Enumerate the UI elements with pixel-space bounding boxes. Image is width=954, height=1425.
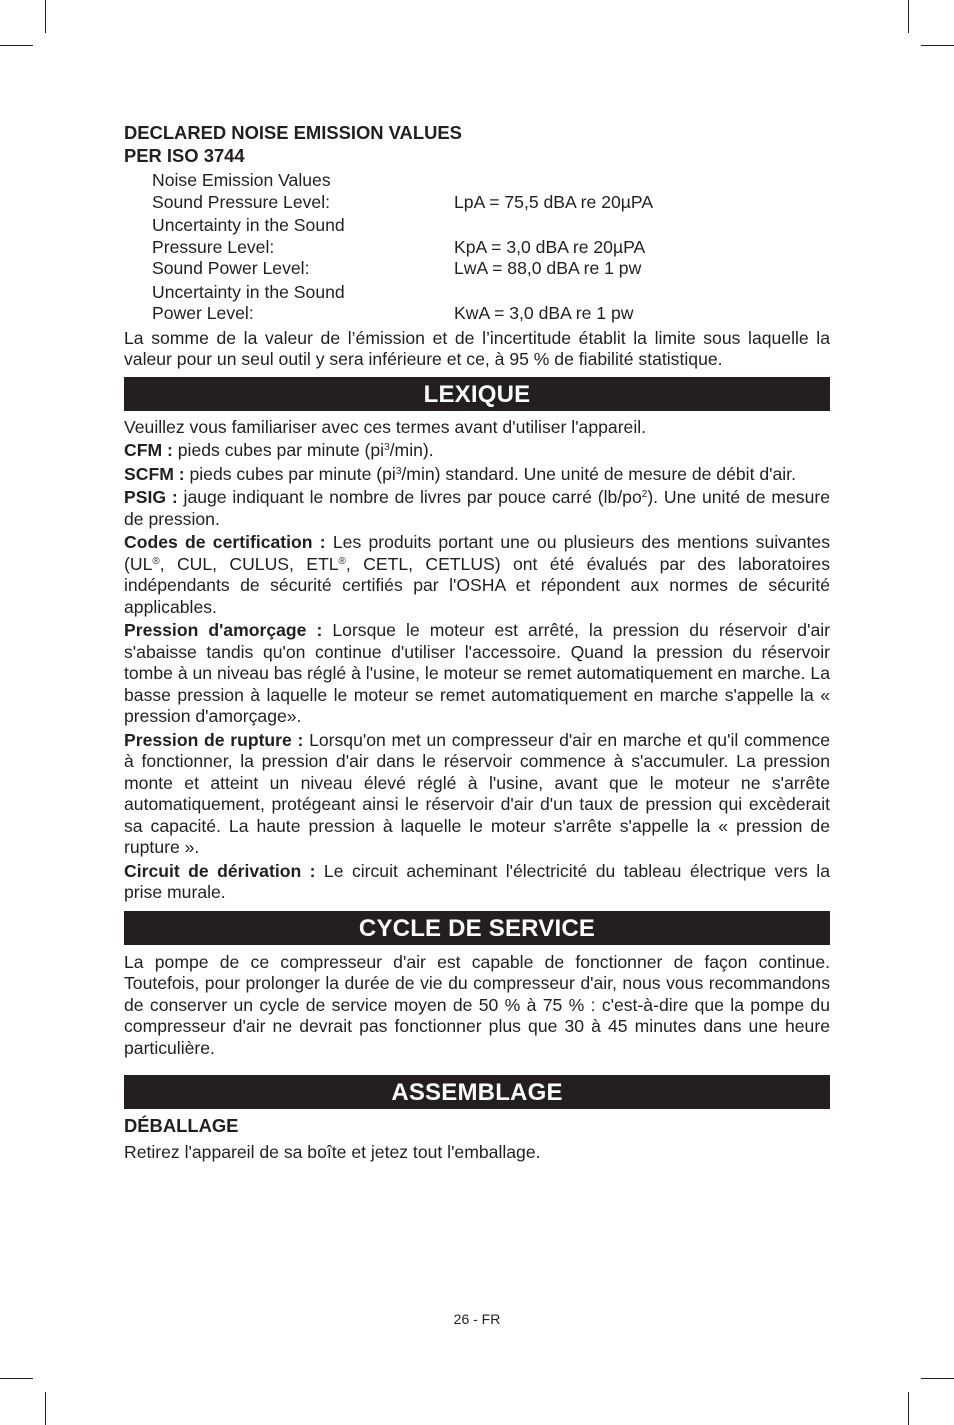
cycle-text: La pompe de ce compresseur d'air est capable de fonctionner de façon continue. Toutefois, pour prolonger la durée de vie du compresseur d'air, nous vous recommandons de conserver un cycle de service moyen de 50 % à 75 % : c'est-à-dire que la pompe du compresseur d'air ne devrait pas fonctionner plus que 30 à 45 minutes dans une heure particulière. bbox=[124, 951, 830, 1058]
superscript: 2 bbox=[641, 489, 648, 500]
noise-row-label: Sound Power Level: bbox=[152, 258, 310, 278]
term-text: /min). bbox=[389, 440, 434, 460]
definition-rupture bbox=[124, 730, 830, 859]
term-label: CFM : bbox=[124, 440, 173, 460]
term-label: Circuit de dérivation : bbox=[124, 860, 316, 881]
noise-row-value: LwA = 88,0 dBA re 1 pw bbox=[454, 258, 642, 278]
cycle-section bbox=[124, 952, 830, 1060]
registered-mark: ® bbox=[338, 555, 346, 567]
lexique-intro: Veuillez vous familiariser avec ces termes avant d'utiliser l'appareil. bbox=[124, 416, 647, 437]
noise-row-value-text: KwA = 3,0 dBA re 1 pw bbox=[454, 303, 634, 323]
crop-mark-top-left bbox=[0, 45, 33, 46]
noise-row-value bbox=[454, 215, 830, 258]
crop-mark-bottom-left bbox=[0, 1378, 33, 1379]
definition-cfm bbox=[124, 440, 830, 462]
noise-heading-row bbox=[152, 170, 830, 192]
crop-mark-bottom-left bbox=[45, 1392, 46, 1425]
crop-mark-top-right bbox=[908, 0, 909, 33]
noise-title-line-1: DECLARED NOISE EMISSION VALUES bbox=[124, 122, 462, 143]
noise-row-label bbox=[152, 215, 454, 258]
deballage-text: Retirez l'appareil de sa boîte et jetez tout l'emballage. bbox=[124, 1142, 541, 1162]
term-text: pieds cubes par minute (pi bbox=[172, 440, 385, 460]
term-text: Lorsque le moteur est arrêté, la pression du réservoir d'air s'abaisse tandis qu'on continue d'utiliser l'accessoire. Quand la pression du réservoir tombe à un niveau bas réglé à l'usine, le moteur se remet automatiquement en marche. La basse pression à laquelle le moteur se remet automatiquement en marche s'appelle la « pression d'amorçage». bbox=[124, 620, 831, 726]
noise-table bbox=[152, 170, 830, 325]
crop-mark-bottom-right bbox=[908, 1392, 909, 1425]
noise-row-label-line-2: Pressure Level: bbox=[152, 236, 275, 257]
lexique-section bbox=[124, 417, 830, 904]
term-text: Les produits portant une ou plusieurs des mentions suivantes (UL bbox=[124, 532, 830, 574]
noise-row-label-line-1: Uncertainty in the Sound bbox=[152, 215, 345, 235]
superscript: 3 bbox=[395, 465, 402, 477]
term-text: Lorsqu'on met un compresseur d'air en marche et qu'il commence à fonctionner, la pression d'air dans le réservoir commence à s'accumuler. La pression monte et atteint un niveau élevé réglé à l'usine, avant que le moteur ne s'arrête automatiquement, protégeant ainsi le réservoir d'air d'un taux de pression qui excèderait sa capacité. La haute pression à laquelle le moteur s'arrête s'appelle la « pression de rupture ». bbox=[124, 729, 831, 857]
definition-scfm bbox=[124, 464, 830, 486]
noise-row-value: LpA = 75,5 dBA re 20µPA bbox=[454, 191, 654, 212]
noise-section bbox=[124, 122, 830, 371]
noise-row-value bbox=[454, 282, 830, 325]
term-text: ). Une unité de mesure de pression. bbox=[124, 487, 830, 529]
page-number: 26 - FR bbox=[453, 1311, 501, 1327]
crop-mark-top-left bbox=[45, 0, 46, 33]
noise-title bbox=[124, 122, 830, 167]
lexique-banner: LEXIQUE bbox=[124, 377, 830, 411]
noise-row-label-line-2: Power Level: bbox=[152, 303, 254, 323]
definition-amorcage bbox=[124, 620, 830, 728]
cycle-banner: CYCLE DE SERVICE bbox=[124, 911, 830, 945]
deballage-title: DÉBALLAGE bbox=[124, 1115, 239, 1136]
assemblage-banner: ASSEMBLAGE bbox=[124, 1075, 830, 1109]
page-content bbox=[124, 122, 830, 1164]
term-text: jauge indiquant le nombre de livres par pouce carré (lb/po bbox=[177, 487, 642, 507]
registered-mark: ® bbox=[152, 555, 160, 567]
definition-psig bbox=[124, 487, 830, 530]
assemblage-section bbox=[124, 1114, 830, 1164]
noise-row bbox=[152, 192, 830, 214]
noise-title-line-2: PER ISO 3744 bbox=[124, 144, 245, 166]
noise-row-value-text: KpA = 3,0 dBA re 20µPA bbox=[454, 236, 646, 257]
term-text: pieds cubes par minute (pi bbox=[184, 463, 396, 484]
term-label: Codes de certification : bbox=[124, 532, 326, 552]
crop-mark-bottom-right bbox=[921, 1378, 954, 1379]
term-text: , CETL, CETLUS) ont été évalués par des laboratoires indépendants de sécurité certifiés par l'OSHA et répondent aux normes de sécurité applicables. bbox=[124, 553, 830, 617]
term-label: SCFM : bbox=[124, 463, 185, 484]
term-label: Pression de rupture : bbox=[124, 729, 304, 750]
superscript: 3 bbox=[384, 442, 390, 453]
noise-row-label bbox=[152, 282, 454, 325]
noise-row bbox=[152, 258, 830, 280]
noise-row bbox=[152, 282, 830, 325]
noise-row bbox=[152, 215, 830, 258]
noise-note: La somme de la valeur de l’émission et de l’incertitude établit la limite sous laquelle la valeur pour un seul outil y sera inférieure et ce, à 95 % de fiabilité statistique. bbox=[124, 327, 830, 369]
term-text: /min) standard. Une unité de mesure de débit d'air. bbox=[401, 463, 796, 484]
noise-row-label: Sound Pressure Level: bbox=[152, 191, 330, 212]
definition-derivation bbox=[124, 861, 830, 904]
term-text: , CUL, CULUS, ETL bbox=[159, 553, 339, 574]
definition-codes bbox=[124, 532, 830, 618]
term-text: Le circuit acheminant l'électricité du tableau électrique vers la prise murale. bbox=[124, 860, 830, 902]
noise-heading: Noise Emission Values bbox=[152, 170, 331, 190]
noise-row-label-line-1: Uncertainty in the Sound bbox=[152, 281, 345, 302]
term-label: PSIG : bbox=[124, 487, 178, 507]
crop-mark-top-right bbox=[921, 45, 954, 46]
term-label: Pression d'amorçage : bbox=[124, 620, 323, 640]
